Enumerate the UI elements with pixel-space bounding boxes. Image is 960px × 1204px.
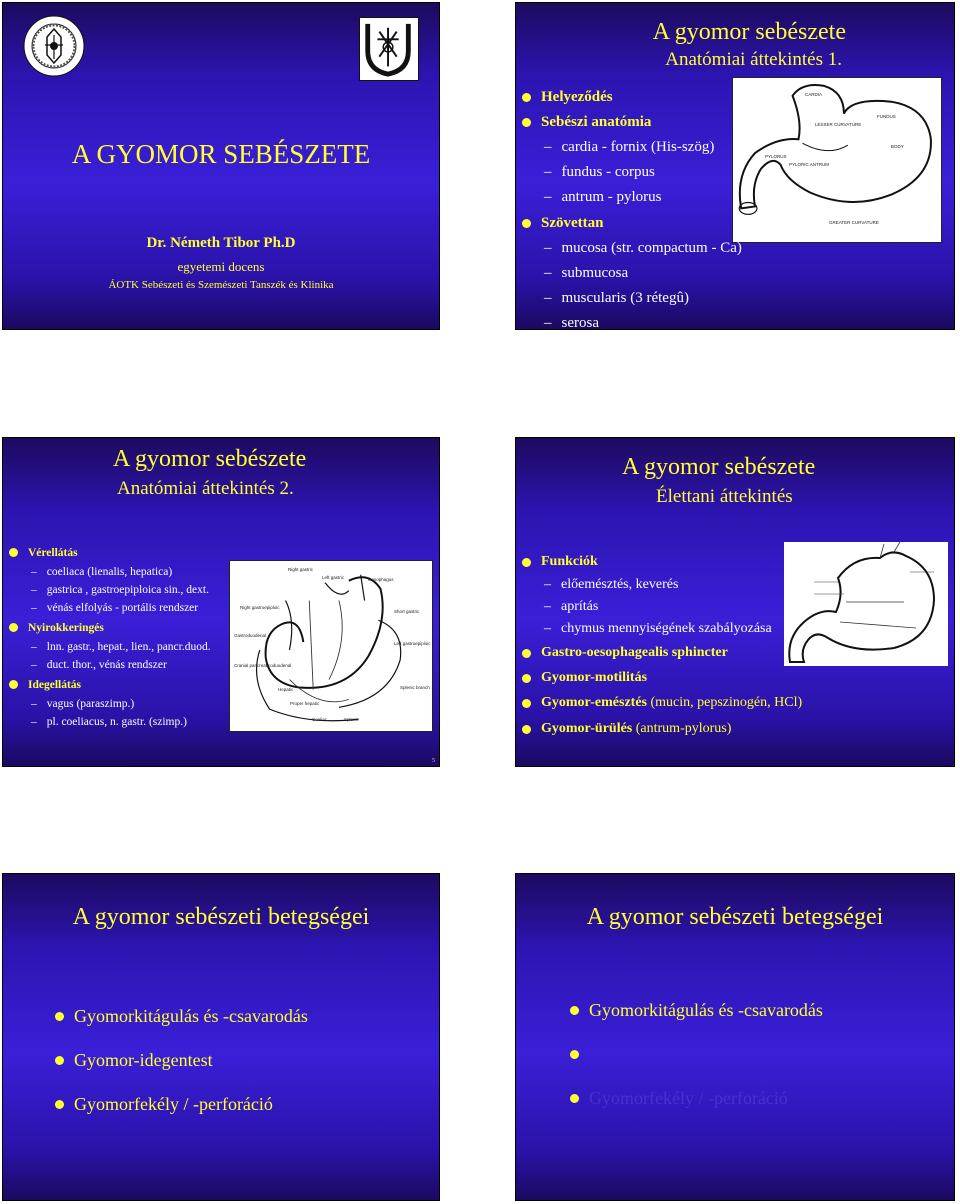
author-role: egyetemi docens [177, 259, 265, 274]
list-subitem: – fundus - corpus [544, 164, 655, 180]
figure-label: Left gastroepiploic [394, 641, 431, 646]
list-item: Gastro-oesophagealis sphincter [522, 640, 802, 666]
figure-label: Gastroduodenal [234, 633, 267, 638]
blood-supply-figure [229, 560, 433, 732]
slide-title: A gyomor sebészeti betegségei [586, 904, 884, 930]
list-item: Gyomorkitágulás és -csavarodás [55, 994, 308, 1038]
slide-subtitle: Anatómiai áttekintés 1. [665, 49, 842, 70]
figure-label-greater-curvature: GREATER CURVATURE [829, 220, 879, 225]
list-item: Gyomorfekély / -perforáció [570, 1076, 823, 1120]
list-item: Gyomorkitágulás és -csavarodás [570, 988, 823, 1032]
slide-title: A gyomor sebészete [622, 454, 816, 480]
list-subitem: – lnn. gastr., hepat., lien., pancr.duod. [31, 641, 211, 653]
figure-label: Right gastric [288, 567, 314, 572]
slide-subtitle: Anatómiai áttekintés 2. [117, 478, 294, 499]
slide-title: A gyomor sebészete [113, 446, 307, 472]
list-item [570, 1032, 823, 1076]
figure-label: Right gastroepiploic [240, 605, 280, 610]
list-subitem: – duct. thor., vénás rendszer [31, 659, 167, 671]
figure-label-body: BODY [891, 144, 904, 149]
figure-label: Splenic [344, 717, 359, 722]
figure-label: Proper hepatic [290, 701, 320, 706]
figure-label: Left gastric [322, 575, 345, 580]
figure-label-cardia: CARDIA [805, 92, 823, 97]
author-affiliation: ÁOTK Sebészeti és Szemészeti Tanszék és Klinika [108, 279, 334, 291]
list-item: Gyomor-motilitás [522, 666, 802, 690]
list-item: Szövettan [522, 210, 742, 236]
faculty-emblem-logo [359, 17, 419, 81]
slide-6-diseases-build [515, 873, 955, 1201]
stomach-physiology-figure [784, 542, 948, 666]
list-subitem: – pl. coeliacus, n. gastr. (szimp.) [31, 716, 187, 728]
slide-4-physiology [515, 437, 955, 767]
slide-subtitle: Élettani áttekintés [656, 486, 793, 507]
page-mark: 5 [432, 758, 435, 764]
content-list [522, 85, 742, 330]
list-subitem: – vénás elfolyás - portális rendszer [31, 602, 199, 614]
figure-label: Splenic branch [400, 685, 430, 690]
figure-label-fundus: FUNDUS [877, 114, 896, 119]
list-subitem: – submucosa [544, 265, 629, 281]
content-list [570, 988, 823, 1120]
list-item: Gyomor-emésztés (mucin, pepszinogén, HCl) [522, 690, 802, 716]
list-subitem: – chymus mennyiségének szabályozása [544, 621, 772, 636]
slide-5-diseases [2, 873, 440, 1201]
slide-2-anatomy-1 [515, 2, 955, 330]
figure-label: Short gastric [394, 609, 420, 614]
list-item: Gyomor-ürülés (antrum-pylorus) [522, 716, 802, 742]
list-item: Gyomorfekély / -perforáció [55, 1082, 308, 1126]
list-subitem: – coeliaca (lienalis, hepatica) [31, 566, 173, 578]
list-item: Helyeződés [522, 85, 742, 109]
list-subitem: – gastrica , gastroepiploica sin., dext. [31, 584, 209, 596]
list-subitem: – előemésztés, keverés [544, 577, 679, 592]
figure-label: Hepatic [278, 687, 294, 692]
list-subitem: – muscularis (3 rétegû) [544, 290, 689, 306]
university-seal-logo [23, 15, 85, 77]
stomach-anatomy-figure [732, 77, 942, 243]
content-list [522, 550, 802, 742]
list-subitem: – antrum - pylorus [544, 189, 662, 205]
slide-title: A gyomor sebészeti betegségei [72, 904, 370, 930]
figure-label: Coeliac [312, 717, 328, 722]
content-list [9, 542, 211, 731]
figure-label: Cranial pancreaticoduodenal [234, 663, 292, 668]
list-subitem: – cardia - fornix (His-szög) [544, 139, 715, 155]
figure-label: Oesophagus [368, 577, 394, 582]
list-item: Sebészi anatómia [522, 109, 742, 135]
list-item: Vérellátás [9, 542, 211, 563]
figure-label-pylorus: PYLORUS [765, 154, 787, 159]
list-item: Nyirokkeringés [9, 617, 211, 638]
list-subitem: – vagus (paraszimp.) [31, 698, 135, 710]
list-item: Idegellátás [9, 674, 211, 695]
slide-title: A gyomor sebészete [652, 19, 846, 45]
list-item: Gyomor-idegentest [55, 1038, 308, 1082]
list-subitem: – mucosa (str. compactum - Ca) [544, 240, 742, 256]
content-list [55, 994, 308, 1126]
list-subitem: – serosa [544, 315, 599, 330]
author-name: Dr. Németh Tibor Ph.D [146, 235, 296, 251]
slide-1-title [2, 2, 440, 330]
figure-label-lesser-curvature: LESSER CURVATURE [815, 122, 862, 127]
figure-label-pyloric-antrum: PYLORIC ANTRUM [789, 162, 830, 167]
presentation-title: A GYOMOR SEBÉSZETE [71, 139, 371, 169]
list-subitem: – aprítás [544, 599, 599, 614]
list-item: Funkciók [522, 550, 802, 574]
slide-3-anatomy-2 [2, 437, 440, 767]
